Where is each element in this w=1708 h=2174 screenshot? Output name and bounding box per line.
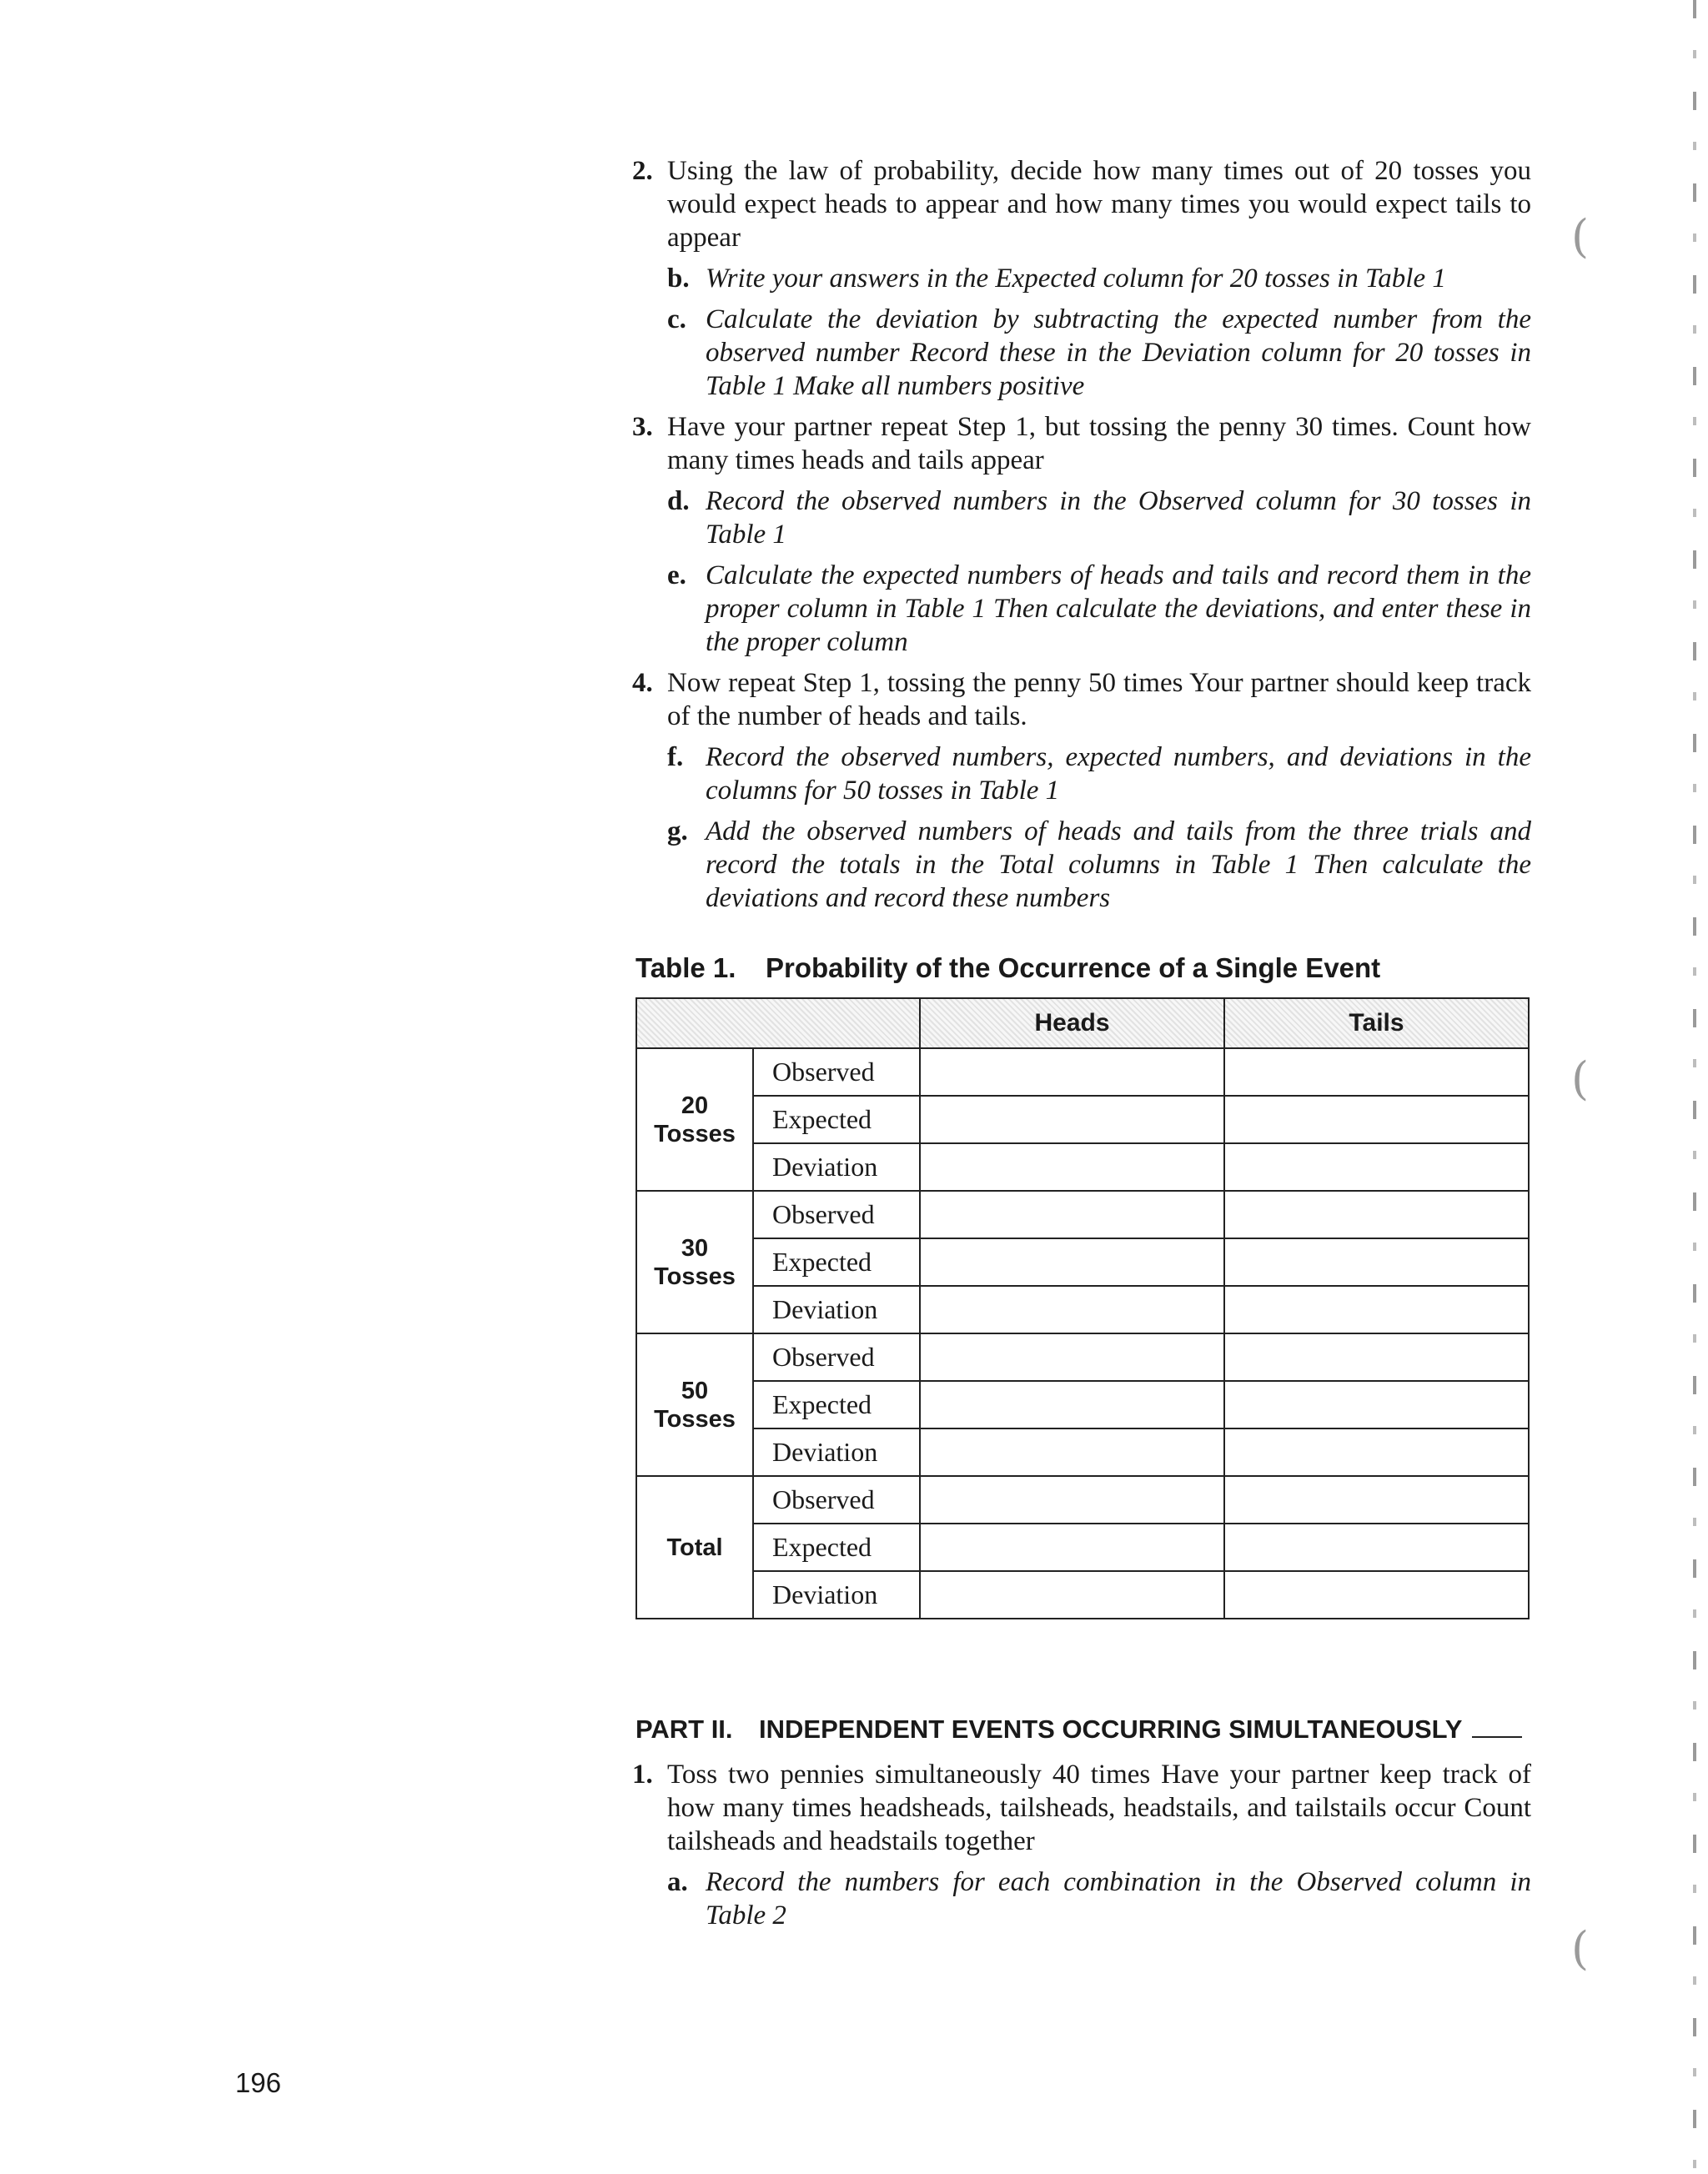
heads-cell[interactable] xyxy=(920,1333,1224,1381)
heads-cell[interactable] xyxy=(920,1476,1224,1524)
header-blank-cell xyxy=(636,998,920,1048)
row-label: Observed xyxy=(753,1191,920,1238)
sub-step-item xyxy=(632,485,1531,551)
section-label: PART II. xyxy=(635,1715,733,1744)
table-row xyxy=(636,1286,1529,1333)
sub-step-letter: e. xyxy=(667,560,686,590)
section-title: INDEPENDENT EVENTS OCCURRING SIMULTANEOUSLY xyxy=(759,1715,1463,1744)
group-label-50 xyxy=(636,1333,753,1476)
scan-margin-mark: ( xyxy=(1571,1922,1590,1975)
table-row xyxy=(636,1381,1529,1428)
sub-step-letter: g. xyxy=(667,816,688,846)
step-number: 2. xyxy=(632,156,653,186)
column-header-heads: Heads xyxy=(920,998,1224,1048)
table-row xyxy=(636,1048,1529,1096)
table-header-row xyxy=(636,998,1529,1048)
table-row xyxy=(636,1143,1529,1191)
step-number: 3. xyxy=(632,412,653,442)
row-label: Observed xyxy=(753,1476,920,1524)
step-text: Toss two pennies simultaneously 40 times Have your partner keep track of how many times headsheads, tailsheads, headstails, and tailstails occur Count tailsheads and headstails together xyxy=(667,1760,1531,1856)
table-row xyxy=(636,1476,1529,1524)
scan-margin-mark: ( xyxy=(1571,1052,1590,1105)
heads-cell[interactable] xyxy=(920,1048,1224,1096)
probability-table xyxy=(635,997,1530,1619)
sub-step-text: Write your answers in the Expected column for 20 tosses in Table 1 xyxy=(706,264,1446,294)
scan-margin-mark: ( xyxy=(1571,210,1590,263)
instruction-steps xyxy=(632,154,1531,922)
step-text: Have your partner repeat Step 1, but tossing the penny 30 times. Count how many times heads and tails appear xyxy=(667,412,1531,475)
tails-cell[interactable] xyxy=(1224,1571,1529,1619)
heading-rule xyxy=(1472,1736,1522,1738)
step-number: 4. xyxy=(632,668,653,698)
sub-step-letter: f. xyxy=(667,742,684,772)
step-item xyxy=(632,154,1531,254)
tails-cell[interactable] xyxy=(1224,1524,1529,1571)
sub-step-letter: b. xyxy=(667,264,690,294)
step-item xyxy=(632,1758,1531,1858)
heads-cell[interactable] xyxy=(920,1381,1224,1428)
tails-cell[interactable] xyxy=(1224,1428,1529,1476)
scan-edge-marks xyxy=(1693,0,1696,2174)
row-label: Deviation xyxy=(753,1286,920,1333)
tails-cell[interactable] xyxy=(1224,1286,1529,1333)
row-label: Deviation xyxy=(753,1428,920,1476)
group-label-total xyxy=(636,1476,753,1619)
step-item xyxy=(632,410,1531,477)
sub-step-text: Record the observed numbers, expected numbers, and deviations in the columns for 50 tosses in Table 1 xyxy=(706,742,1531,806)
group-label-20 xyxy=(636,1048,753,1191)
table-label: Table 1. xyxy=(635,952,736,983)
sub-step-letter: c. xyxy=(667,304,686,334)
tails-cell[interactable] xyxy=(1224,1238,1529,1286)
heads-cell[interactable] xyxy=(920,1238,1224,1286)
step-number: 1. xyxy=(632,1760,653,1790)
tails-cell[interactable] xyxy=(1224,1143,1529,1191)
sub-step-item xyxy=(632,1865,1531,1932)
table-caption: Probability of the Occurrence of a Single Event xyxy=(766,952,1381,983)
table-row xyxy=(636,1096,1529,1143)
heads-cell[interactable] xyxy=(920,1143,1224,1191)
heads-cell[interactable] xyxy=(920,1524,1224,1571)
row-label: Expected xyxy=(753,1381,920,1428)
row-label: Expected xyxy=(753,1096,920,1143)
sub-step-text: Add the observed numbers of heads and tails from the three trials and record the totals in the Total columns in Table 1 Then calculate the deviations and record these numbers xyxy=(706,816,1531,913)
group-label-line: 20 xyxy=(681,1092,709,1119)
group-label-line: 30 xyxy=(681,1234,709,1262)
row-label: Observed xyxy=(753,1048,920,1096)
tails-cell[interactable] xyxy=(1224,1476,1529,1524)
sub-step-text: Record the numbers for each combination in the Observed column in Table 2 xyxy=(706,1867,1531,1930)
heads-cell[interactable] xyxy=(920,1286,1224,1333)
sub-step-item xyxy=(632,741,1531,807)
heads-cell[interactable] xyxy=(920,1571,1224,1619)
row-label: Expected xyxy=(753,1238,920,1286)
table-row xyxy=(636,1524,1529,1571)
row-label: Expected xyxy=(753,1524,920,1571)
sub-step-item xyxy=(632,815,1531,915)
step-item xyxy=(632,666,1531,733)
section-heading xyxy=(635,1715,1532,1745)
sub-step-text: Calculate the deviation by subtracting the expected number from the observed number Record these in the Deviation column for 20 tosses in Table 1 Make all numbers positive xyxy=(706,304,1531,401)
tails-cell[interactable] xyxy=(1224,1333,1529,1381)
tails-cell[interactable] xyxy=(1224,1381,1529,1428)
sub-step-letter: d. xyxy=(667,486,690,516)
sub-step-text: Calculate the expected numbers of heads and tails and record them in the proper column in Table 1 Then calculate the deviations, and enter these in the proper column xyxy=(706,560,1531,657)
step-text: Using the law of probability, decide how many times out of 20 tosses you would expect heads to appear and how many times you would expect tails to appear xyxy=(667,156,1531,253)
sub-step-item xyxy=(632,559,1531,659)
row-label: Deviation xyxy=(753,1143,920,1191)
group-label-line: Total xyxy=(666,1534,723,1561)
part2-steps xyxy=(632,1758,1531,1940)
table-title xyxy=(635,952,1380,984)
tails-cell[interactable] xyxy=(1224,1096,1529,1143)
sub-step-text: Record the observed numbers in the Observed column for 30 tosses in Table 1 xyxy=(706,486,1531,550)
table-row xyxy=(636,1191,1529,1238)
tails-cell[interactable] xyxy=(1224,1048,1529,1096)
tails-cell[interactable] xyxy=(1224,1191,1529,1238)
row-label: Observed xyxy=(753,1333,920,1381)
step-text: Now repeat Step 1, tossing the penny 50 times Your partner should keep track of the number of heads and tails. xyxy=(667,668,1531,731)
table-row xyxy=(636,1333,1529,1381)
table-row xyxy=(636,1238,1529,1286)
sub-step-letter: a. xyxy=(667,1867,688,1897)
group-label-line: 50 xyxy=(681,1377,709,1404)
sub-step-item xyxy=(632,262,1531,295)
heads-cell[interactable] xyxy=(920,1191,1224,1238)
table-row xyxy=(636,1428,1529,1476)
group-label-line: Tosses xyxy=(654,1263,736,1290)
heads-cell[interactable] xyxy=(920,1096,1224,1143)
sub-step-item xyxy=(632,303,1531,403)
group-label-line: Tosses xyxy=(654,1120,736,1147)
heads-cell[interactable] xyxy=(920,1428,1224,1476)
row-label: Deviation xyxy=(753,1571,920,1619)
column-header-tails: Tails xyxy=(1224,998,1529,1048)
table-row xyxy=(636,1571,1529,1619)
group-label-30 xyxy=(636,1191,753,1333)
group-label-line: Tosses xyxy=(654,1405,736,1433)
page-number: 196 xyxy=(235,2067,282,2098)
